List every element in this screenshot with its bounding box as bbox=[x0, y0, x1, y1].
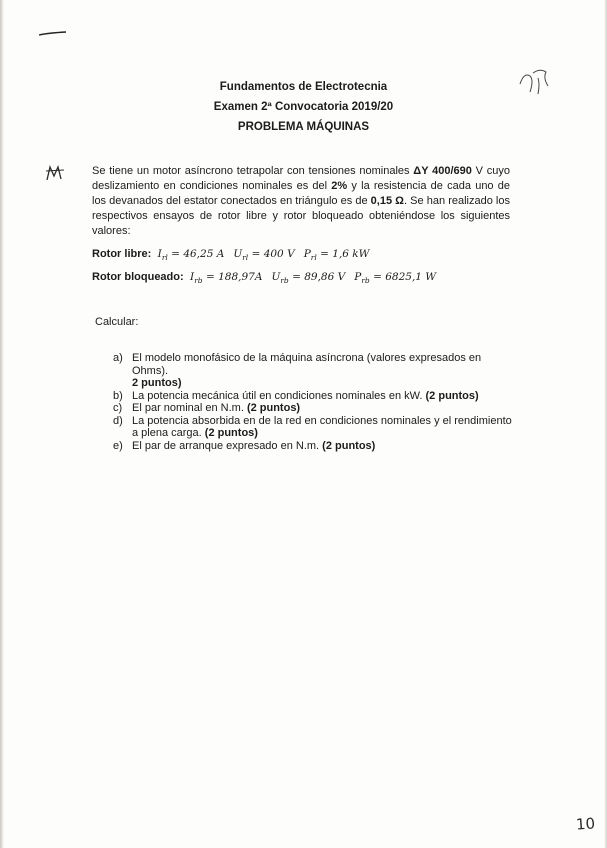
rotor-libre-current: $I_{rl} = 46,25$ A bbox=[154, 248, 225, 263]
rotor-bloqueado-current: $I_{rb} = 188,97A$ bbox=[186, 271, 263, 286]
task-item: c) El par nominal en N.m. (2 puntos) bbox=[113, 402, 301, 414]
rotor-bloqueado-voltage: $U_{rb} = 89,86$ V bbox=[271, 271, 346, 286]
rotor-bloqueado-label: Rotor bloqueado: bbox=[92, 271, 184, 283]
handwritten-dash-mark bbox=[38, 30, 68, 38]
exam-header bbox=[0, 77, 607, 137]
rotor-libre-voltage: $U_{rl} = 400$ V bbox=[233, 248, 295, 263]
task-list bbox=[113, 352, 515, 452]
calcular-label: Calcular: bbox=[95, 316, 139, 328]
rotor-libre-line bbox=[92, 248, 375, 262]
task-item: a) El modelo monofásico de la máquina asíncrona (valores expresados en Ohms). 2 puntos) bbox=[113, 352, 482, 389]
course-title: Fundamentos de Electrotecnia bbox=[219, 81, 388, 93]
exam-title: Examen 2ª Convocatoria 2019/20 bbox=[213, 101, 394, 113]
rotor-bloqueado-power: $P_{rb} = 6825,1$ W bbox=[354, 271, 437, 286]
task-item: e) El par de arranque expresado en N.m. (2 puntos) bbox=[113, 439, 376, 452]
handwritten-margin-mark bbox=[44, 164, 68, 182]
problem-statement: Se tiene un motor asíncrono tetrapolar con tensiones nominales ΔY 400/690 V cuyo deslizamiento en condiciones nominales es del 2% y la resistencia de cada uno de los devanados del estator conectados en triángulo es de 0,15 Ω. Se han realizado los respectivos ensayos de rotor libre y rotor bloqueado obteniéndose los siguientes valores: bbox=[92, 165, 510, 237]
problem-title: PROBLEMA MÁQUINAS bbox=[237, 121, 370, 133]
page-number: 10 bbox=[575, 814, 596, 834]
rotor-bloqueado-line bbox=[92, 271, 442, 285]
task-item: b) La potencia mecánica útil en condiciones nominales en kW. (2 puntos) bbox=[113, 389, 479, 402]
rotor-libre-power: $P_{rl} = 1,6$ kW bbox=[303, 248, 370, 263]
rotor-libre-label: Rotor libre: bbox=[92, 248, 152, 260]
task-item: d) La potencia absorbida en de la red en condiciones nominales y el rendimiento a plena carga. (2 puntos) bbox=[113, 414, 512, 439]
